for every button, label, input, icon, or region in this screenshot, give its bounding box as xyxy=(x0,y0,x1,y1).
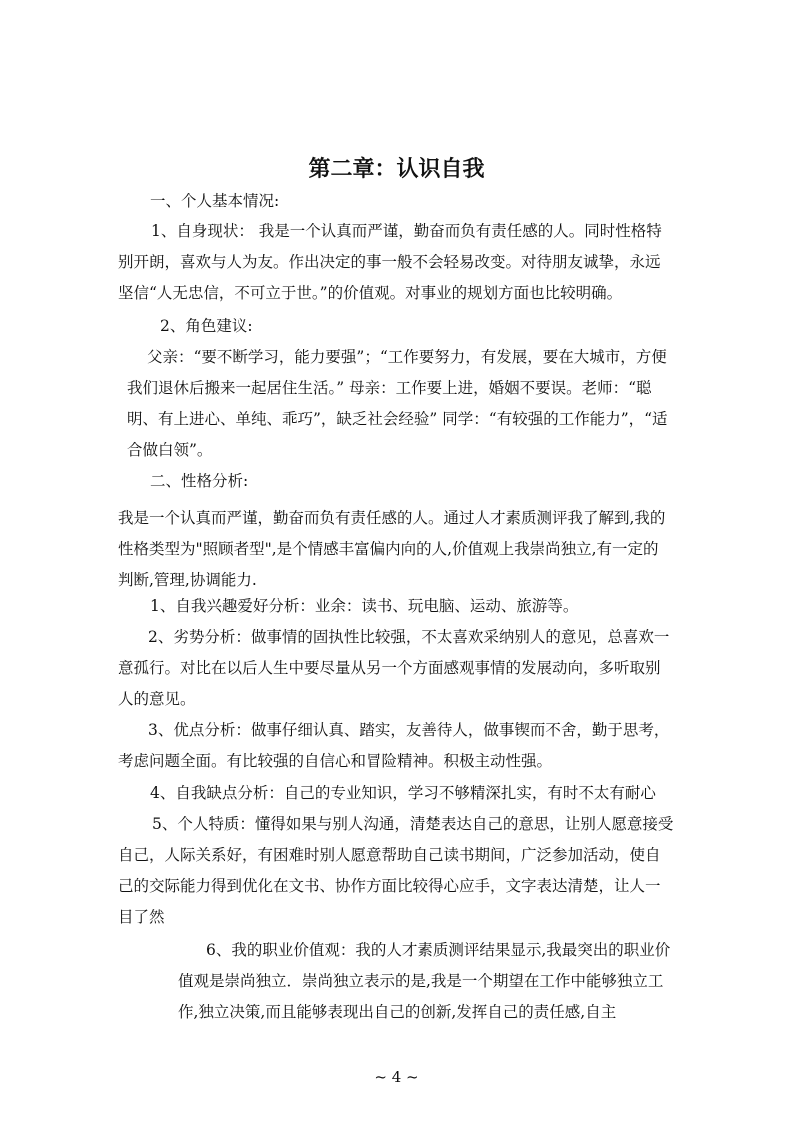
item-shortcomings: 4、自我缺点分析：自己的专业知识，学习不够精深扎实，有时不太有耐心 xyxy=(150,784,656,802)
item-weaknesses: 2、劣势分析：做事情的固执性比较强，不太喜欢采纳别人的意见，总喜欢一意孤行。对比在以后人生中要尽量从另一个方面感观事情的发展动向，多听取别人的意见。 xyxy=(118,628,670,708)
paragraph-self-status: 1、自身现状： 我是一个认真而严谨，勤奋而负有责任感的人。同时性格特别开朗，喜欢与人为友。作出决定的事一般不会轻易改变。对待朋友诚挚，永远坚信“人无忠信，不可立于世。”的价值观。对事业的规划方面也比较明确。 xyxy=(118,222,662,302)
chapter-title: 第二章：认识自我 xyxy=(308,157,485,182)
item-strengths: 3、优点分析：做事仔细认真、踏实，友善待人，做事锲而不舍，勤于思考，考虑问题全面。有比较强的自信心和冒险精神。积极主动性强。 xyxy=(118,721,670,770)
section-heading-personality: 二、性格分析: xyxy=(150,472,249,490)
item-interests: 1、自我兴趣爱好分析：业余：读书、玩电脑、运动、旅游等。 xyxy=(150,597,579,615)
item-personal-traits: 5、个人特质：懂得如果与别人沟通，清楚表达自己的意思，让别人愿意接受自己，人际关系好，有困难时别人愿意帮助自己读书期间，广泛参加活动，使自己的交际能力得到优化在文书、协作方面比较得心应手，文字表达清楚，让人一目了然 xyxy=(118,815,674,926)
section-heading-role-advice: 2、角色建议: xyxy=(160,317,253,335)
page-number: ~ 4 ~ xyxy=(374,1068,419,1086)
item-career-values: 6、我的职业价值观：我的人才素质测评结果显示,我最突出的职业价值观是崇尚独立．崇尚独立表示的是,我是一个期望在工作中能够独立工作,独立决策,而且能够表现出自己的创新,发挥自己的责任感,自主 xyxy=(178,941,671,1021)
paragraph-role-advice: 父亲：“要不断学习，能力要强”；“工作要努力，有发展，要在大城市，方便我们退休后搬来一起居住生活。” 母亲：工作要上进，婚姻不要误。老师：“聪明、有上进心、单纯、乖巧”，缺乏社会经验” 同学：“有较强的工作能力”，“适合做白领”。 xyxy=(127,348,668,459)
section-heading-basic-info: 一、个人基本情况: xyxy=(150,192,280,210)
paragraph-personality-intro: 我是一个认真而严谨，勤奋而负有责任感的人。通过人才素质测评我了解到,我的性格类型为"照顾者型",是个情感丰富偏内向的人,价值观上我崇尚独立,有一定的判断,管理,协调能力. xyxy=(118,509,666,589)
